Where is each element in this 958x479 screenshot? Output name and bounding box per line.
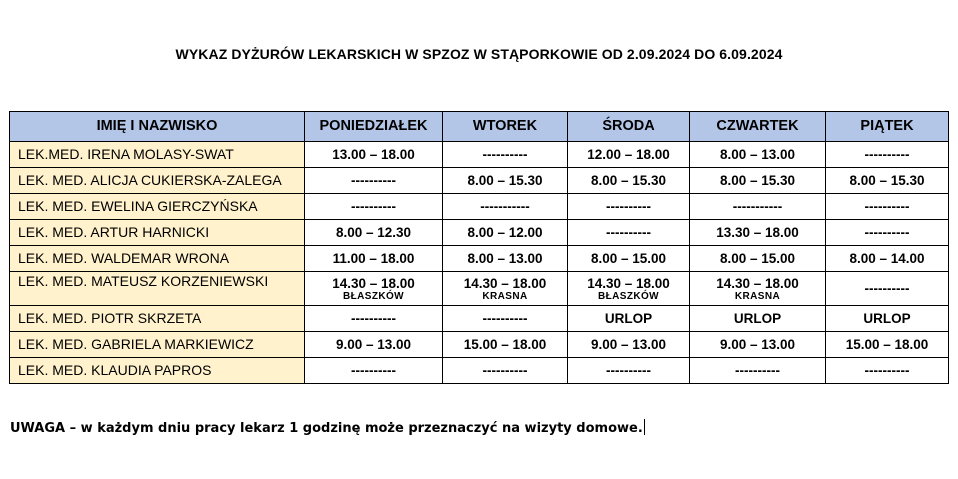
duty-cell: ---------- — [443, 306, 568, 332]
doctor-name: LEK. MED. MATEUSZ KORZENIEWSKI — [10, 272, 305, 306]
duty-cell: 15.00 – 18.00 — [826, 332, 949, 358]
duty-cell: ----------- — [443, 194, 568, 220]
duty-cell — [443, 272, 568, 306]
duty-cell: 9.00 – 13.00 — [690, 332, 826, 358]
doctor-name: LEK.MED. IRENA MOLASY-SWAT — [10, 142, 305, 168]
header-row — [10, 112, 949, 142]
duty-cell: 8.00 – 13.00 — [690, 142, 826, 168]
table-row — [10, 358, 949, 384]
duty-cell: 8.00 – 12.00 — [443, 220, 568, 246]
duty-cell: 8.00 – 15.30 — [443, 168, 568, 194]
duty-cell: ---------- — [826, 272, 949, 306]
duty-cell: 8.00 – 15.30 — [690, 168, 826, 194]
header-monday: PONIEDZIAŁEK — [305, 112, 443, 142]
duty-cell: 8.00 – 13.00 — [443, 246, 568, 272]
note-paragraph[interactable] — [10, 419, 645, 436]
duty-cell: ---------- — [443, 358, 568, 384]
duty-cell: 8.00 – 14.00 — [826, 246, 949, 272]
duty-schedule-table — [9, 111, 949, 384]
duty-location: KRASNA — [734, 290, 781, 302]
duty-cell: 8.00 – 15.00 — [690, 246, 826, 272]
duty-cell: 13.30 – 18.00 — [690, 220, 826, 246]
document-title: WYKAZ DYŻURÓW LEKARSKICH W SPZOZ W STĄPORKOWIE OD 2.09.2024 DO 6.09.2024 — [175, 46, 783, 62]
table-row — [10, 272, 949, 306]
duty-cell: 8.00 – 12.30 — [305, 220, 443, 246]
duty-cell: 12.00 – 18.00 — [568, 142, 690, 168]
duty-cell: ---------- — [826, 220, 949, 246]
duty-cell: ---------- — [568, 194, 690, 220]
duty-cell: 8.00 – 15.30 — [568, 168, 690, 194]
note-text: UWAGA – w każdym dniu pracy lekarz 1 godzinę może przeznaczyć na wizyty domowe. — [10, 421, 643, 436]
header-thursday: CZWARTEK — [690, 112, 826, 142]
doctor-name: LEK. MED. WALDEMAR WRONA — [10, 246, 305, 272]
text-cursor — [644, 419, 645, 435]
doctor-name: LEK. MED. PIOTR SKRZETA — [10, 306, 305, 332]
duty-cell: 13.00 – 18.00 — [305, 142, 443, 168]
duty-cell: 9.00 – 13.00 — [305, 332, 443, 358]
duty-cell: ---------- — [568, 220, 690, 246]
duty-cell: ---------- — [443, 142, 568, 168]
duty-cell: URLOP — [568, 306, 690, 332]
doctor-name: LEK. MED. EWELINA GIERCZYŃSKA — [10, 194, 305, 220]
header-wednesday: ŚRODA — [568, 112, 690, 142]
table-row — [10, 246, 949, 272]
duty-cell: ----------- — [690, 194, 826, 220]
duty-cell: 11.00 – 18.00 — [305, 246, 443, 272]
duty-cell: ---------- — [305, 168, 443, 194]
header-tuesday: WTOREK — [443, 112, 568, 142]
duty-cell: 15.00 – 18.00 — [443, 332, 568, 358]
duty-cell: ---------- — [690, 358, 826, 384]
table-row — [10, 306, 949, 332]
doctor-name: LEK. MED. ARTUR HARNICKI — [10, 220, 305, 246]
table-row — [10, 168, 949, 194]
doctor-name: LEK. MED. GABRIELA MARKIEWICZ — [10, 332, 305, 358]
duty-cell: 8.00 – 15.30 — [826, 168, 949, 194]
duty-cell — [568, 272, 690, 306]
table-row — [10, 332, 949, 358]
doctor-name: LEK. MED. KLAUDIA PAPROS — [10, 358, 305, 384]
duty-cell: URLOP — [690, 306, 826, 332]
doctor-name: LEK. MED. ALICJA CUKIERSKA-ZALEGA — [10, 168, 305, 194]
table-row — [10, 142, 949, 168]
duty-location: BŁASZKÓW — [343, 290, 404, 302]
duty-time: 14.30 – 18.00 — [332, 275, 415, 291]
table-row — [10, 220, 949, 246]
duty-cell: ---------- — [568, 358, 690, 384]
duty-time: 14.30 – 18.00 — [716, 275, 799, 291]
header-name: IMIĘ I NAZWISKO — [10, 112, 305, 142]
duty-location: KRASNA — [482, 290, 528, 302]
duty-time: 14.30 – 18.00 — [463, 275, 547, 291]
duty-cell: 9.00 – 13.00 — [568, 332, 690, 358]
duty-cell: ---------- — [305, 194, 443, 220]
duty-cell: 8.00 – 15.00 — [568, 246, 690, 272]
duty-cell — [305, 272, 443, 306]
duty-cell: URLOP — [826, 306, 949, 332]
header-friday: PIĄTEK — [826, 112, 949, 142]
duty-cell — [690, 272, 826, 306]
duty-cell: ---------- — [305, 358, 443, 384]
duty-time: 14.30 – 18.00 — [587, 275, 670, 291]
duty-cell: ---------- — [826, 142, 949, 168]
duty-location: BŁASZKÓW — [598, 290, 659, 302]
duty-cell: ---------- — [305, 306, 443, 332]
duty-cell: ---------- — [826, 358, 949, 384]
duty-cell: ---------- — [826, 194, 949, 220]
table-row — [10, 194, 949, 220]
